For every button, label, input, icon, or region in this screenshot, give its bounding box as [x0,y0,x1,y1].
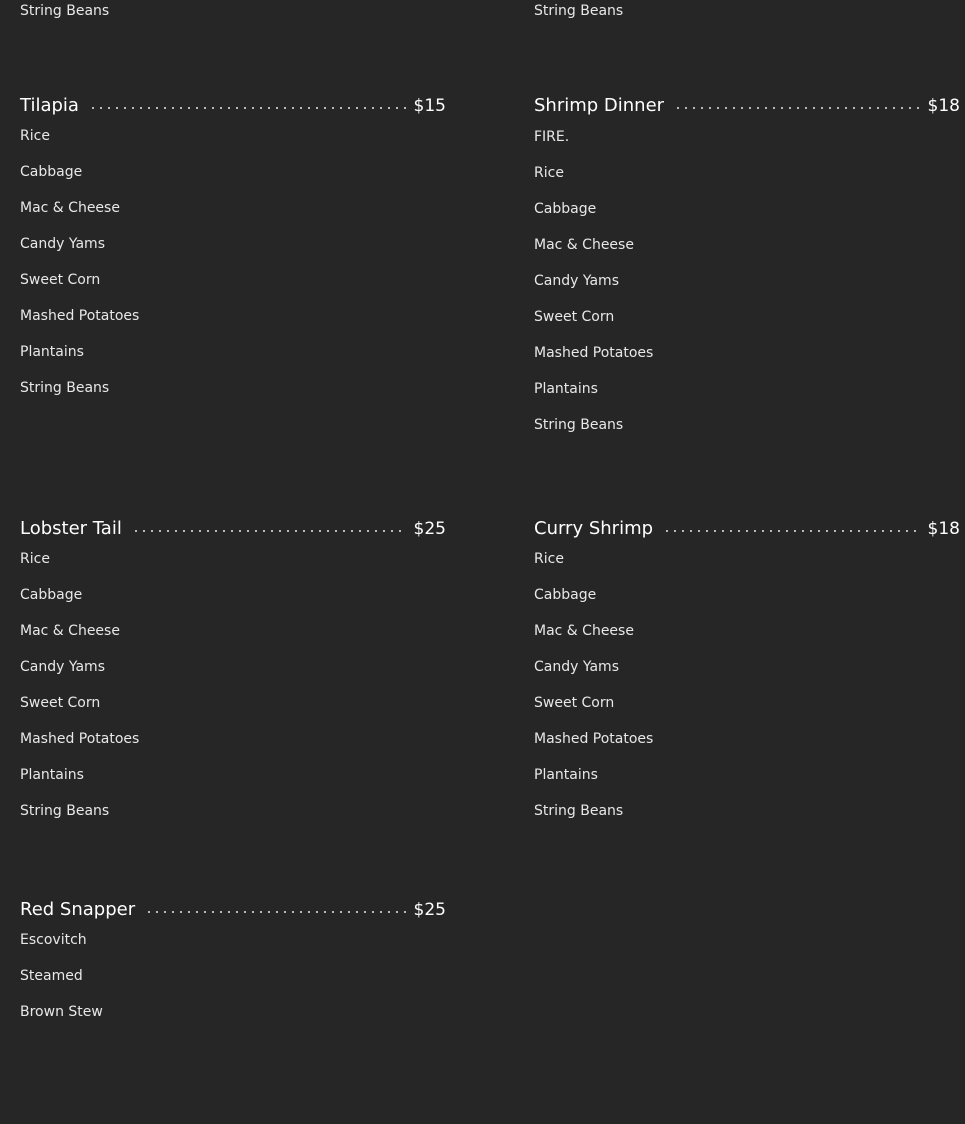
menu-item-name: Red Snapper [20,899,136,920]
side-item: Mac & Cheese [534,623,634,639]
menu-item-price: $15 [413,96,446,116]
side-list [20,932,446,1020]
menu-side-item: String Beans [20,3,110,19]
menu-item-header [534,514,960,538]
side-item: Mashed Potatoes [534,731,654,747]
side-item: Escovitch [20,932,87,948]
side-item: Brown Stew [20,1004,103,1020]
side-item: Cabbage [20,164,83,180]
side-item: Plantains [534,767,598,783]
menu-item-name: Lobster Tail [20,518,122,539]
side-list [20,128,446,396]
side-item: Cabbage [534,201,597,217]
dot-leader [145,895,405,915]
dot-leader [663,514,920,534]
side-item: Candy Yams [20,236,105,252]
side-item: Candy Yams [534,659,619,675]
side-item: Candy Yams [20,659,105,675]
side-item: Plantains [534,381,598,397]
side-item: Sweet Corn [20,695,101,711]
dot-leader [89,91,406,111]
menu-item-lobster-tail [20,514,446,819]
menu-side-item: String Beans [534,3,624,19]
menu-item-header [20,895,446,919]
side-item: Rice [20,128,50,144]
side-list [534,165,960,433]
side-item: Mashed Potatoes [20,308,140,324]
menu-item-price: $18 [927,519,960,539]
menu-item-price: $18 [927,96,960,116]
side-item: Mac & Cheese [534,237,634,253]
side-item: Rice [534,551,564,567]
side-item: Mashed Potatoes [534,345,654,361]
menu-item-curry-shrimp [534,514,960,819]
side-item: Candy Yams [534,273,619,289]
side-item: Mac & Cheese [20,623,120,639]
side-item: Plantains [20,344,84,360]
menu-item-red-snapper [20,895,446,1020]
side-item: Rice [20,551,50,567]
side-item: String Beans [20,803,110,819]
side-item: Sweet Corn [534,695,615,711]
side-list [20,551,446,819]
menu-item-name: Curry Shrimp [534,518,654,539]
side-item: Sweet Corn [534,309,615,325]
side-item: Mac & Cheese [20,200,120,216]
side-item: String Beans [20,380,110,396]
side-item: String Beans [534,417,624,433]
menu-item-header [20,514,446,538]
menu-item-shrimp-dinner [534,91,960,433]
side-list [534,551,960,819]
menu-item-price: $25 [413,519,446,539]
side-item: Cabbage [534,587,597,603]
menu-item-description: FIRE. [534,129,570,145]
menu-item-header [20,91,446,115]
dot-leader [132,514,406,534]
side-item: Plantains [20,767,84,783]
side-item: Rice [534,165,564,181]
dot-leader [674,91,919,111]
side-item: Sweet Corn [20,272,101,288]
side-item: String Beans [534,803,624,819]
side-item: Cabbage [20,587,83,603]
side-item: Steamed [20,968,83,984]
menu-item-name: Shrimp Dinner [534,95,665,116]
menu-item-price: $25 [413,900,446,920]
menu-item-name: Tilapia [20,95,79,116]
side-item: Mashed Potatoes [20,731,140,747]
menu-item-header [534,91,960,115]
menu-item-tilapia [20,91,446,396]
